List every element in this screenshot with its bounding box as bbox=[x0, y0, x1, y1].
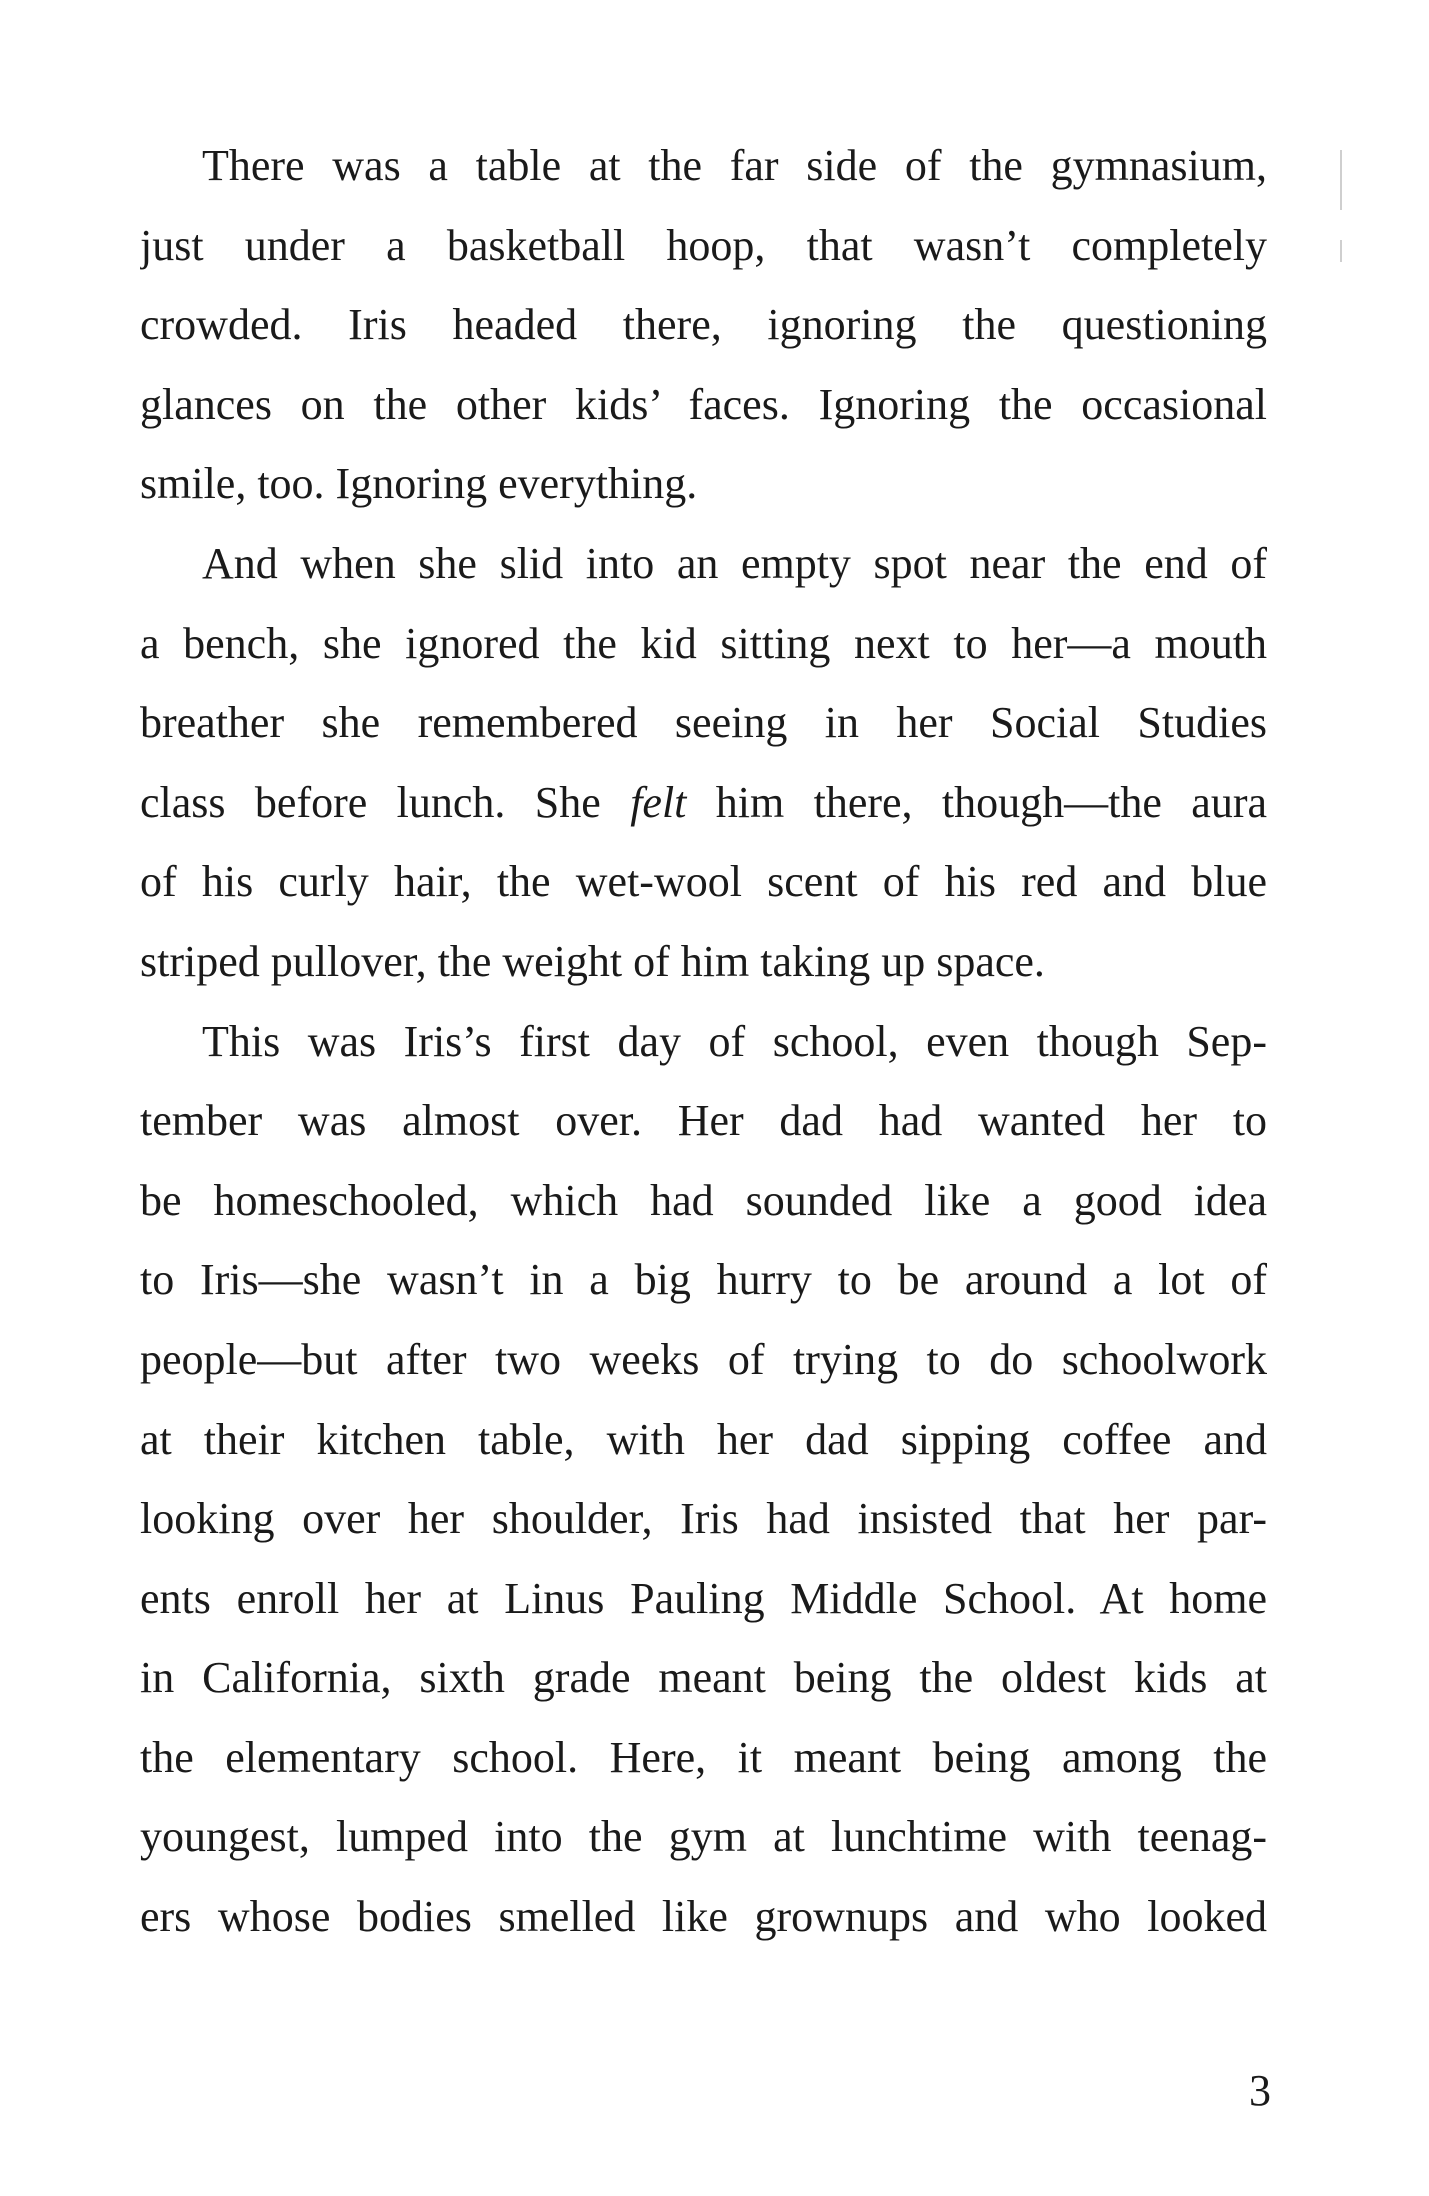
scan-speck bbox=[1340, 150, 1342, 210]
text-line: striped pullover, the weight of him taking up space. bbox=[140, 936, 1045, 986]
page-number: 3 bbox=[1249, 2066, 1271, 2115]
text-line: just under a basketball hoop, that wasn’t completely bbox=[140, 220, 1267, 270]
text-line: There was a table at the far side of the gymnasium, bbox=[202, 141, 1267, 190]
text-fragment: him there, though—the aura bbox=[686, 777, 1267, 827]
text-line: be homeschooled, which had sounded like a good idea bbox=[140, 1175, 1267, 1225]
text-line bbox=[140, 763, 1267, 843]
text-line: at their kitchen table, with her dad sipping coffee and bbox=[140, 1414, 1267, 1464]
text-line: smile, too. Ignoring everything. bbox=[140, 459, 698, 509]
text-line: a bench, she ignored the kid sitting next to her—a mouth bbox=[140, 618, 1267, 668]
text-line: tember was almost over. Her dad had wanted her to bbox=[140, 1096, 1267, 1146]
text-line: the elementary school. Here, it meant being among the bbox=[140, 1732, 1267, 1782]
text-line: of his curly hair, the wet-wool scent of his red and blue bbox=[140, 857, 1267, 907]
text-line: in California, sixth grade meant being the oldest kids at bbox=[140, 1653, 1267, 1703]
text-line: ents enroll her at Linus Pauling Middle School. At home bbox=[140, 1573, 1267, 1623]
text-line: breather she remembered seeing in her Social Studies bbox=[140, 698, 1267, 748]
text-line: ers whose bodies smelled like grownups and who looked bbox=[140, 1892, 1267, 1942]
text-line: to Iris—she wasn’t in a big hurry to be around a lot of bbox=[140, 1255, 1267, 1305]
body-text bbox=[140, 126, 1267, 1957]
text-line: glances on the other kids’ faces. Ignoring the occasional bbox=[140, 379, 1267, 429]
text-line: looking over her shoulder, Iris had insisted that her par- bbox=[140, 1494, 1267, 1544]
scan-speck bbox=[1340, 240, 1342, 262]
text-line: This was Iris’s first day of school, even though Sep- bbox=[202, 1016, 1267, 1066]
text-line: youngest, lumped into the gym at lunchtime with teenag- bbox=[140, 1812, 1267, 1862]
text-line: people—but after two weeks of trying to do schoolwork bbox=[140, 1334, 1267, 1384]
text-line: And when she slid into an empty spot near the end of bbox=[202, 538, 1267, 588]
text-fragment: class before lunch. She bbox=[140, 777, 631, 827]
text-line: crowded. Iris headed there, ignoring the questioning bbox=[140, 300, 1267, 350]
emphasized-word: felt bbox=[630, 777, 687, 827]
